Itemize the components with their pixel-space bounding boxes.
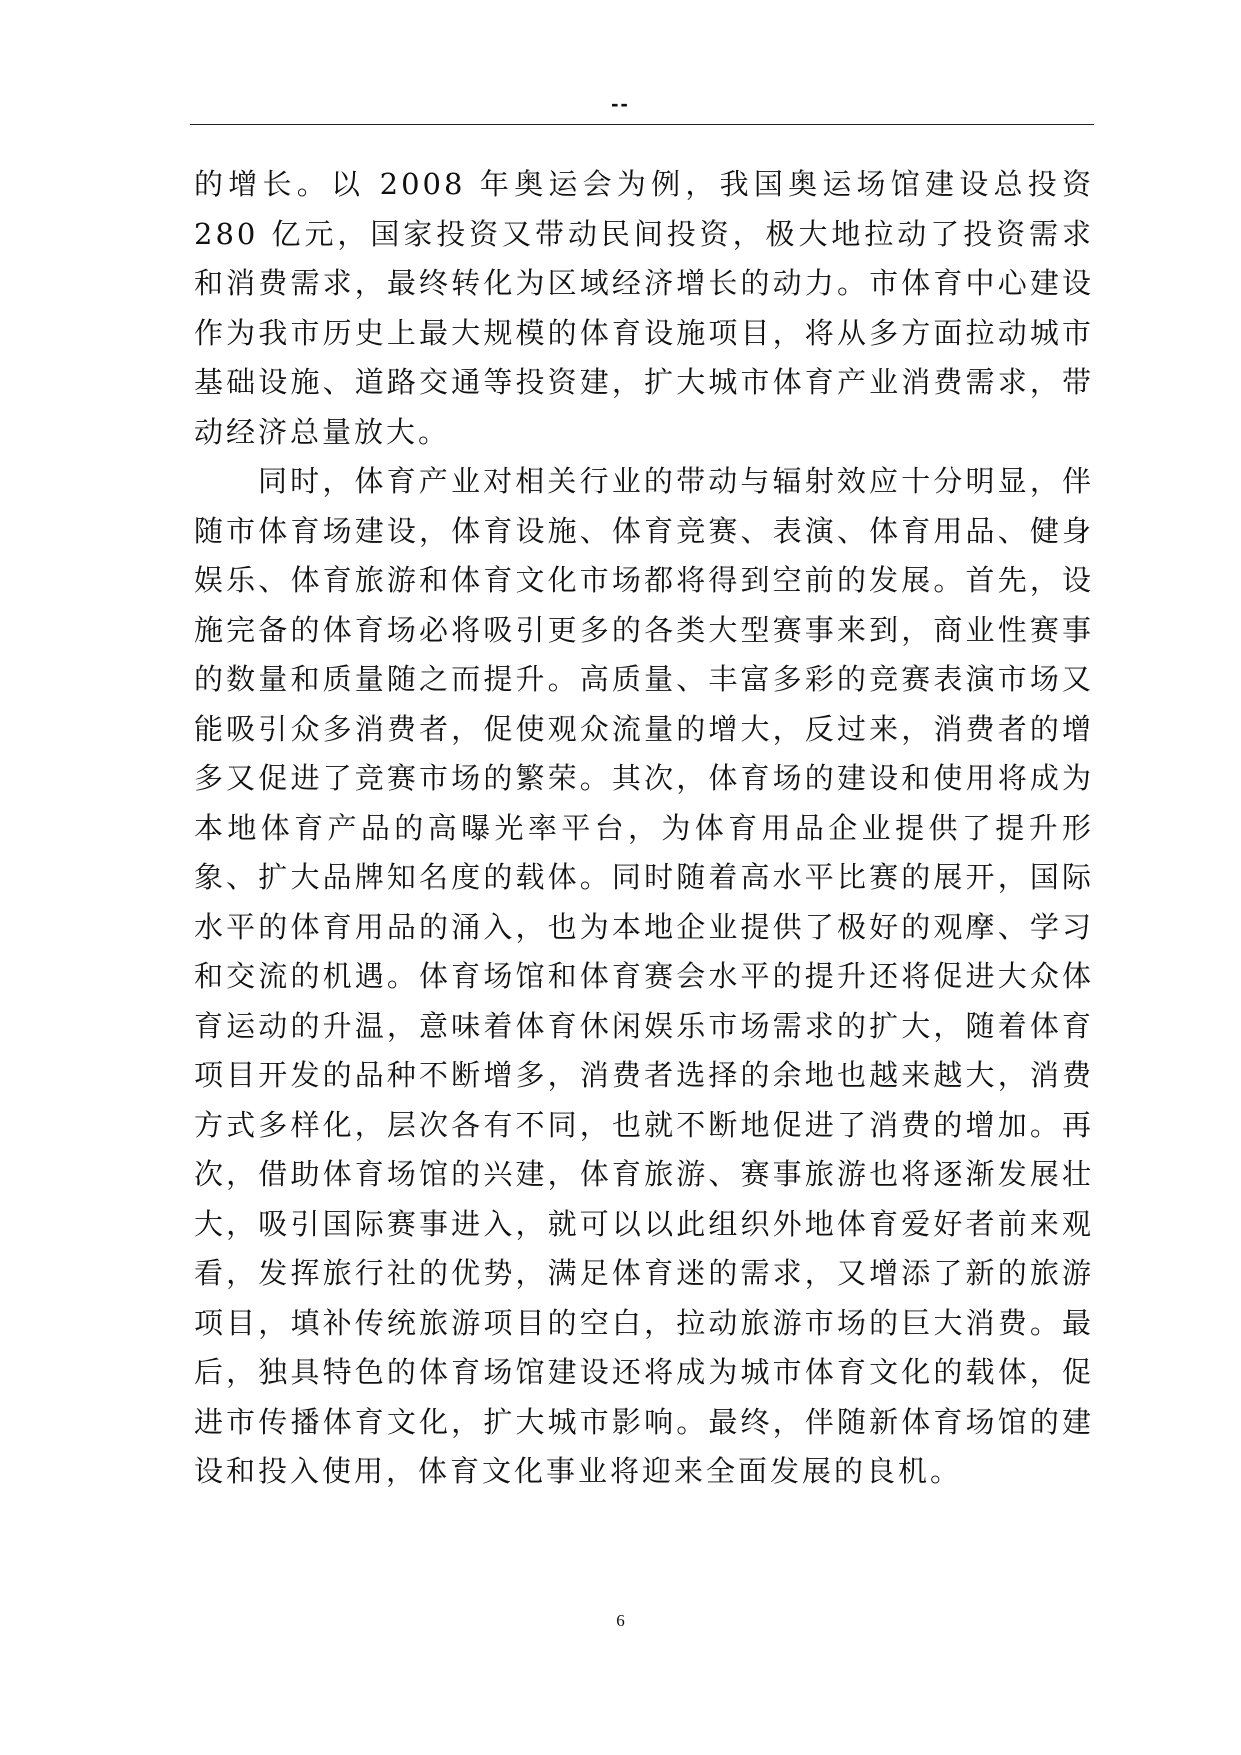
body-paragraph-1: 的增长。以 2008 年奥运会为例，我国奥运场馆建设总投资 280 亿元，国家投资又带动民间投资，极大地拉动了投资需求和消费需求，最终转化为区域经济增长的动力。市体育中心建设作为我市历史上最大规模的体育设施项目，将从多方面拉动城市基础设施、道路交通等投资建，扩大城市体育产业消费需求，带动经济总量放大。 [194,167,1094,449]
body-paragraph-2: 同时，体育产业对相关行业的带动与辐射效应十分明显，伴随市体育场建设，体育设施、体育竞赛、表演、体育用品、健身娱乐、体育旅游和体育文化市场都将得到空前的发展。首先，设施完备的体育场必将吸引更多的各类大型赛事来到，商业性赛事的数量和质量随之而提升。高质量、丰富多彩的竞赛表演市场又能吸引众多消费者，促使观众流量的增大，反过来，消费者的增多又促进了竞赛市场的繁荣。其次，体育场的建设和使用将成为本地体育产品的高曝光率平台，为体育用品企业提供了提升形象、扩大品牌知名度的载体。同时随着高水平比赛的展开，国际水平的体育用品的涌入，也为本地企业提供了极好的观摩、学习和交流的机遇。体育场馆和体育赛会水平的提升还将促进大众体育运动的升温，意味着体育休闲娱乐市场需求的扩大，随着体育项目开发的品种不断增多，消费者选择的余地也越来越大，消费方式多样化，层次各有不同，也就不断地促进了消费的增加。再次，借助体育场馆的兴建，体育旅游、赛事旅游也将逐渐发展壮大，吸引国际赛事进入，就可以以此组织外地体育爱好者前来观看，发挥旅行社的优势，满足体育迷的需求，又增添了新的旅游项目，填补传统旅游项目的空白，拉动旅游市场的巨大消费。最后，独具特色的体育场馆建设还将成为城市体育文化的载体，促进市传播体育文化，扩大城市影响。最终，伴随新体育场馆的建设和投入使用，体育文化事业将迎来全面发展的良机。 [194,464,1094,1488]
header-divider [190,124,1094,125]
page-header-mark: -- [611,91,630,116]
document-body [194,160,1094,1497]
page-number: 6 [616,1611,625,1630]
